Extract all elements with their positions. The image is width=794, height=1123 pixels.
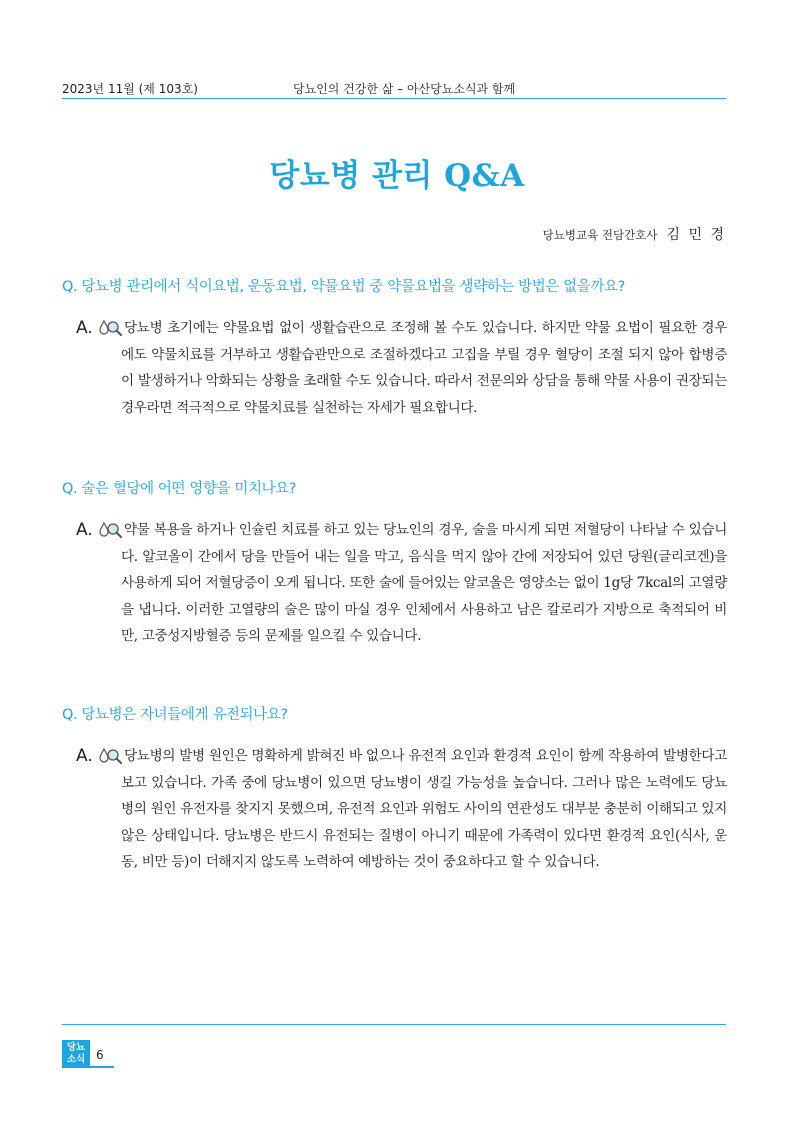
answer-text: 당뇨병의 발병 원인은 명확하게 밝혀진 바 없으나 유전적 요인과 환경적 요인이 함께 작용하여 발병한다고 보고 있습니다. 가족 중에 당뇨병이 있으면 당뇨병이 생길 가능성을 높습니다. 그러나 많은 노력에도 당뇨병의 원인 유전자를 찾지지 못했으며, 유전적 요인과 위험도 사이의 연관성도 대부분 충분히 이해되고 있지 않은 상태입니다. 당뇨병은 반드시 유전되는 질병이 아니기 때문에 가족력이 있다면 환경적 요인(식사, 운동, 비만 등)이 더해지지 않도록 노력하여 예방하는 것이 중요하다고 할 수 있습니다. (121, 748, 727, 870)
issue-label: 2023년 11월 (제 103호) (62, 82, 198, 96)
magnifier-drop-icon (98, 318, 124, 338)
series-title: 당뇨인의 건강한 삶 – 아산당뇨소식과 함께 (293, 82, 516, 96)
answer-label: A. (76, 520, 93, 540)
answer-text: 당뇨병 초기에는 약물요법 없이 생활습관으로 조정해 볼 수도 있습니다. 하지만 약물 요법이 필요한 경우에도 약물치료를 거부하고 생활습관만으로 조절하겠다고 고집을 부릴 경우 혈당이 조절 되지 않아 합병증이 발생하거나 악화되는 상황을 초래할 수도 있습니다. 따라서 전문의와 상담을 통해 약물 사용이 권장되는 경우라면 적극적으로 약물치료를 실천하는 자세가 필요합니다. (121, 320, 727, 416)
author-role: 당뇨병교육 전담간호사 (542, 228, 658, 242)
badge-line: 당뇨 (66, 1042, 86, 1053)
question: Q. 당뇨병 관리에서 식이요법, 운동요법, 약물요법 중 약물요법을 생략하는 방법은 없을까요? (62, 279, 625, 295)
footer-rule (62, 1024, 726, 1025)
question: Q. 당뇨병은 자녀들에게 유전되나요? (62, 707, 288, 723)
author-name: 김 민 경 (666, 227, 726, 243)
answer-text: 약물 복용을 하거나 인슐린 치료를 하고 있는 당뇨인의 경우, 술을 마시게 되면 저혈당이 나타날 수 있습니다. 알코올이 간에서 당을 만들어 내는 일을 막고, 음식을 먹지 않아 간에 저장되어 있던 당원(글리코겐)을 사용하게 되어 저혈당증이 오게 됩니다. 또한 술에 들어있는 알코올은 영양소는 없이 1g당 7kcal의 고열량을 냅니다. 이러한 고열량의 술은 많이 마실 경우 인체에서 사용하고 남은 칼로리가 지방으로 축적되어 비만, 고중성지방혈증 등의 문제를 일으킬 수 있습니다. (121, 522, 727, 644)
question: Q. 술은 혈당에 어떤 영향을 미치나요? (62, 481, 297, 497)
page-header (62, 78, 726, 99)
answer (62, 743, 734, 876)
page-title: 당뇨병 관리 Q&A (269, 158, 525, 194)
answer-label: A. (76, 318, 93, 338)
footer-badge (62, 1040, 90, 1068)
answer-label: A. (76, 746, 93, 766)
page-number: 6 (90, 1048, 114, 1068)
answer (62, 517, 734, 650)
badge-line: 소식 (66, 1054, 86, 1065)
byline (543, 224, 726, 244)
qa-item (62, 275, 734, 421)
qa-item (62, 703, 734, 876)
magnifier-drop-icon (98, 746, 124, 766)
qa-item (62, 477, 734, 650)
answer (62, 315, 734, 421)
magnifier-drop-icon (98, 520, 124, 540)
